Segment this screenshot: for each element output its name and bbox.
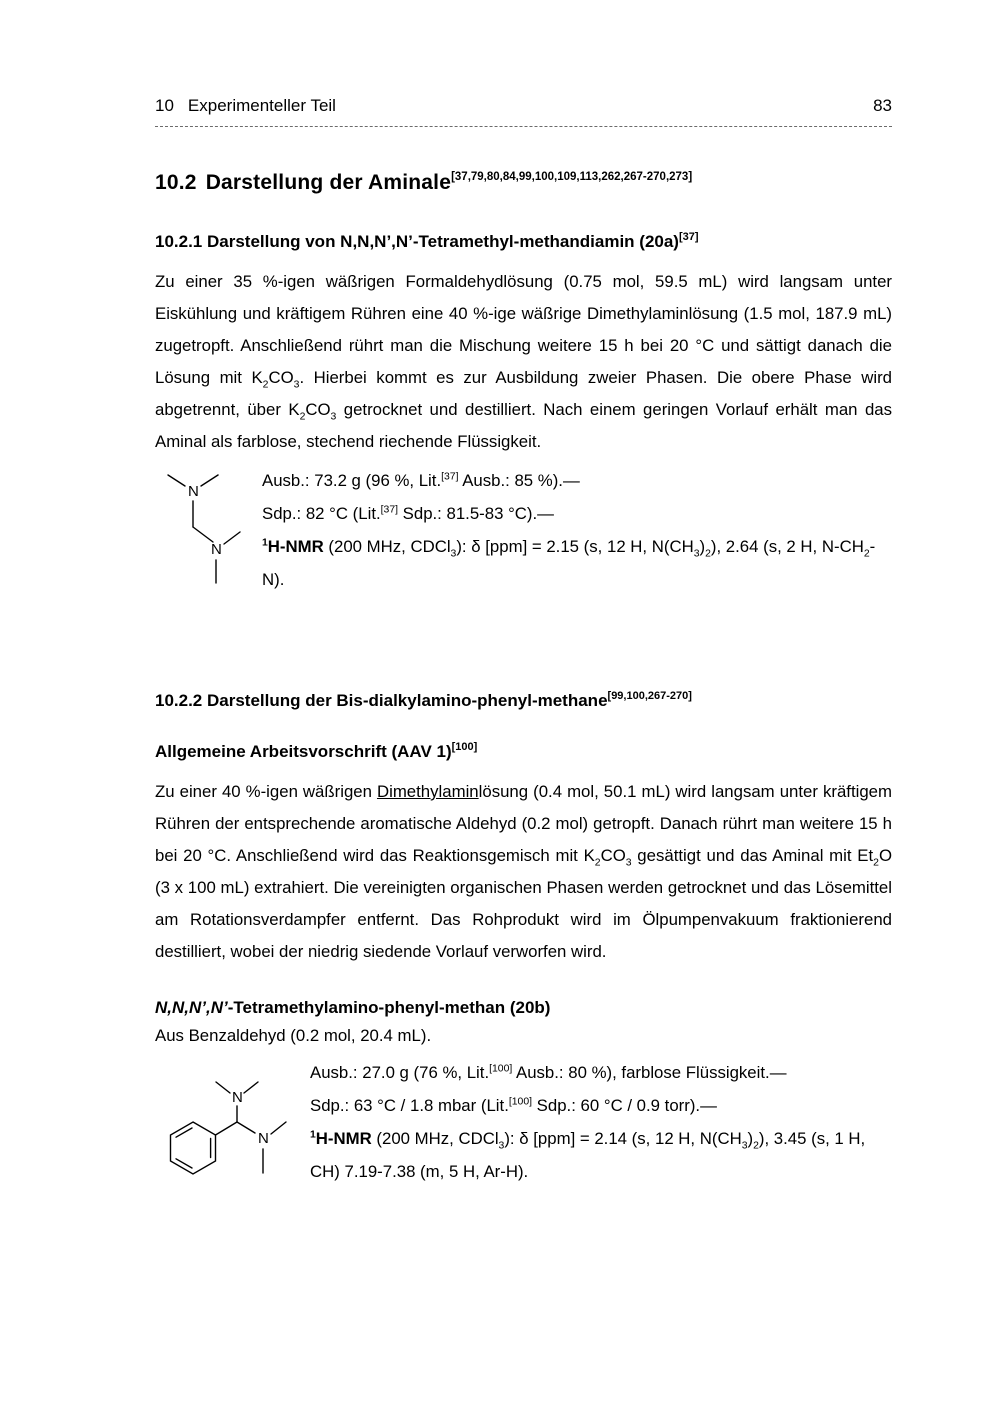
chapter-number: 10 — [155, 96, 174, 115]
compound-20b-block — [155, 1056, 892, 1196]
section-heading — [155, 171, 892, 195]
aav-heading — [155, 741, 892, 762]
nmr-line: $^1$H-NMR (200 MHz, CDCl$_3$): δ [ppm] = 2.15 (s, 12 H, $N(CH_3)_2$), 2.64 (s, 2 H, $N-CH_2-N$). — [262, 537, 876, 589]
subsection-1022-title: 10.2.2 Darstellung der Bis-dialkylamino-phenyl-methane — [155, 691, 608, 710]
aav-title: Allgemeine Arbeitsvorschrift (AAV 1) — [155, 742, 452, 761]
page-number: 83 — [873, 96, 892, 115]
page-header — [155, 95, 892, 117]
nitrogen-atom-label: N — [232, 1089, 243, 1106]
yield-line: Ausb.: 27.0 g (76 %, Lit.[100] Ausb.: 80 %), farblose Flüssigkeit.— — [310, 1063, 787, 1082]
compound-20b-name: N,N,N’,N’-Tetramethylamino-phenyl-methan (20b) — [155, 998, 551, 1017]
aav-references: [100] — [451, 741, 478, 753]
compound-20a-data — [262, 464, 892, 596]
page-content — [155, 95, 892, 1196]
subsection-heading-1022 — [155, 690, 892, 711]
paragraph-synthesis-20a: Zu einer 35 %-igen wäßrigen Formaldehydlösung (0.75 mol, 59.5 mL) wird langsam unter Eiskühlung und kräftigem Rühren eine 40 %-ige wäßrige Dimethylaminlösung (1.5 mol, 187.9 mL) zugetropft. Anschließend rührt man die Mischung weitere 15 h bei 20 °C und sättigt danach die Lösung mit $K_2CO_3$. Hierbei kommt es zur Ausbildung zweier Phasen. Die obere Phase wird abgetrennt, über $K_2CO_3$ getrocknet und destilliert. Nach einem geringen Vorlauf erhält man das Aminal als farblose, stechend riechende Flüssigkeit. — [155, 272, 893, 451]
structure-20b-drawing — [155, 1056, 303, 1196]
boiling-point-line: Sdp.: 63 °C / 1.8 mbar (Lit.[100] Sdp.: 60 °C / 0.9 torr).— — [310, 1096, 717, 1115]
structure-20a-drawing — [155, 464, 255, 589]
subsection-1021-references: [37] — [678, 231, 699, 243]
section-references: [37,79,80,84,99,100,109,113,262,267-270,273] — [451, 171, 693, 183]
running-header — [155, 95, 336, 117]
subsection-1022-references: [99,100,267-270] — [607, 690, 692, 702]
boiling-point-line: Sdp.: 82 °C (Lit.[37] Sdp.: 81.5-83 °C).— — [262, 504, 554, 523]
section-number: 10.2 — [155, 171, 197, 194]
subsection-heading-1021 — [155, 231, 892, 252]
nitrogen-atom-label: N — [258, 1130, 269, 1147]
structure-20a — [155, 464, 262, 589]
subsection-1021-title: 10.2.1 Darstellung von N,N,N’,N’-Tetramethyl-methandiamin (20a) — [155, 232, 679, 251]
paragraph-aav1: Zu einer 40 %-igen wäßrigen Dimethylaminlösung (0.4 mol, 50.1 mL) wird langsam unter kräftigem Rühren der entsprechende aromatische Aldehyd (0.2 mol) getropft. Danach rührt man weitere 15 h bei 20 °C. Anschließend wird das Reaktionsgemisch mit $K_2CO_3$ gesättigt und das Aminal mit $Et_2O$ (3 x 100 mL) extrahiert. Die vereinigten organischen Phasen werden getrocknet und das Lösemittel am Rotationsverdampfer entfernt. Das Rohprodukt wird im Ölpumpenvakuum fraktionierend destilliert, wobei der niedrig siedende Vorlauf verworfen wird. — [155, 782, 892, 961]
section-spacer — [155, 596, 892, 654]
nmr-line: $^1$H-NMR (200 MHz, CDCl$_3$): δ [ppm] = 2.14 (s, 12 H, $N(CH_3)_2$), 3.45 (s, 1 H, CH) 7.19-7.38 (m, 5 H, Ar-H). — [310, 1129, 866, 1181]
yield-line: Ausb.: 73.2 g (96 %, Lit.[37] Ausb.: 85 %).— — [262, 471, 580, 490]
section-title-text: Darstellung der Aminale — [205, 171, 452, 194]
compound-20b-source: Aus Benzaldehyd (0.2 mol, 20.4 mL). — [155, 1026, 432, 1045]
nitrogen-atom-label: N — [188, 483, 199, 500]
compound-20a-block — [155, 464, 892, 596]
compound-20b-data — [310, 1056, 892, 1188]
nitrogen-atom-label: N — [211, 541, 222, 558]
header-divider — [155, 126, 892, 127]
running-title: Experimenteller Teil — [187, 96, 336, 115]
structure-20b — [155, 1056, 310, 1196]
